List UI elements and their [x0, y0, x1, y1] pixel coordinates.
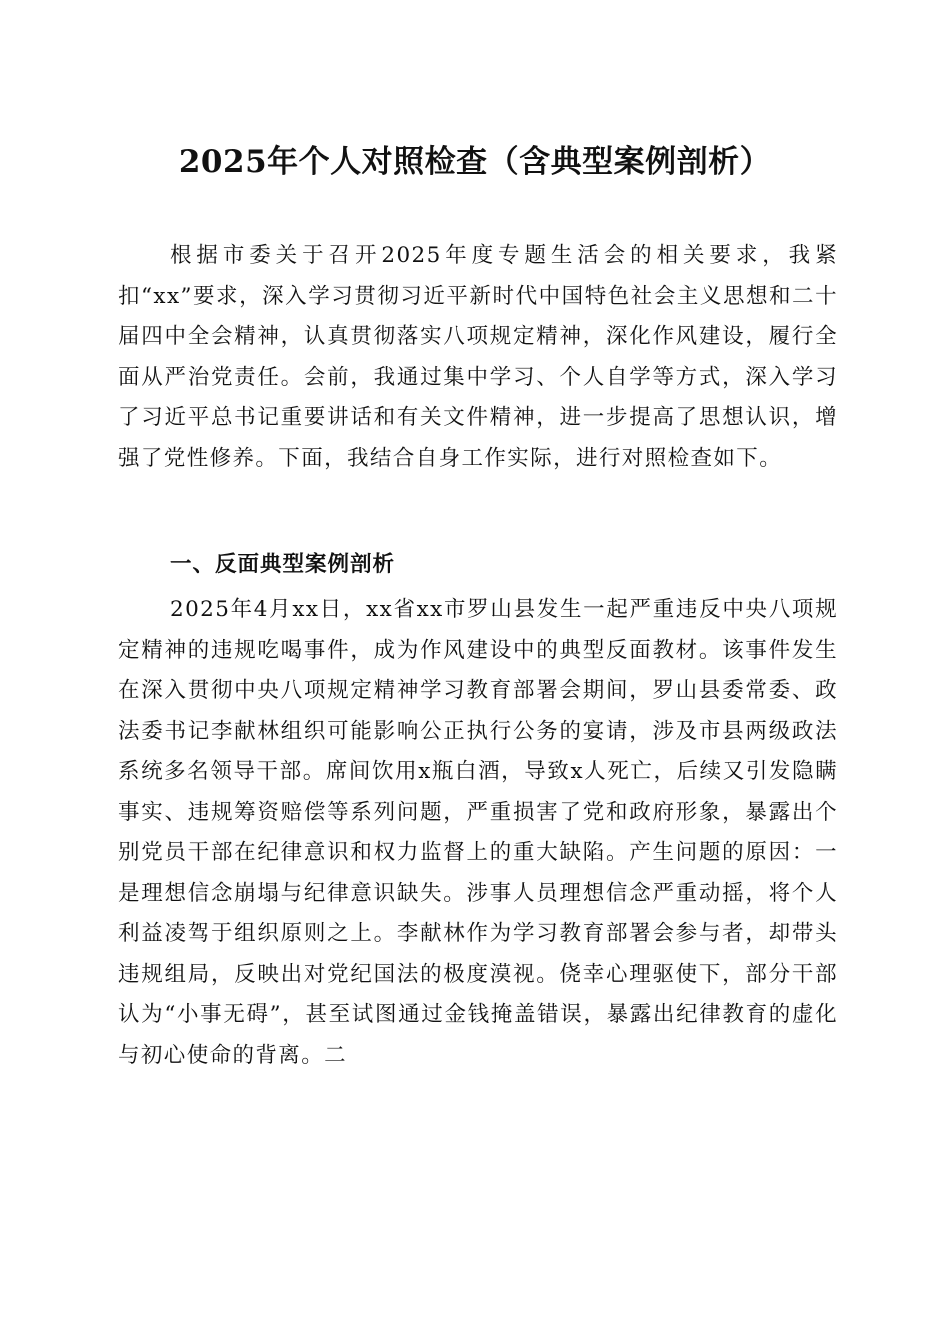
intro-paragraph: 根据市委关于召开2025年度专题生活会的相关要求，我紧扣“xx”要求，深入学习贯彻习近平新时代中国特色社会主义思想和二十届四中全会精神，认真贯彻落实八项规定精神，深化作风建设，履行全面从严治党责任。会前，我通过集中学习、个人自学等方式，深入学习了习近平总书记重要讲话和有关文件精神，进一步提高了思想认识，增强了党性修养。下面，我结合自身工作实际，进行对照检查如下。 — [118, 243, 838, 471]
document-title: 2025年个人对照检查（含典型案例剖析） — [178, 144, 772, 180]
section-heading: 一、反面典型案例剖析 — [170, 552, 396, 577]
case-analysis-paragraph: 2025年4月xx日，xx省xx市罗山县发生一起严重违反中央八项规定精神的违规吃喝事件，成为作风建设中的典型反面教材。该事件发生在深入贯彻中央八项规定精神学习教育部署会期间，罗山县委常委、政法委书记李献林组织可能影响公正执行公务的宴请，涉及市县两级政法系统多名领导干部。席间饮用x瓶白酒，导致x人死亡，后续又引发隐瞒事实、违规筹资赔偿等系列问题，严重损害了党和政府形象，暴露出个别党员干部在纪律意识和权力监督上的重大缺陷。产生问题的原因：一是理想信念崩塌与纪律意识缺失。涉事人员理想信念严重动摇，将个人利益凌驾于组织原则之上。李献林作为学习教育部署会参与者，却带头违规组局，反映出对党纪国法的极度漠视。侥幸心理驱使下，部分干部认为“小事无碍”，甚至试图通过金钱掩盖错误，暴露出纪律教育的虚化与初心使命的背离。二 — [118, 597, 838, 1068]
